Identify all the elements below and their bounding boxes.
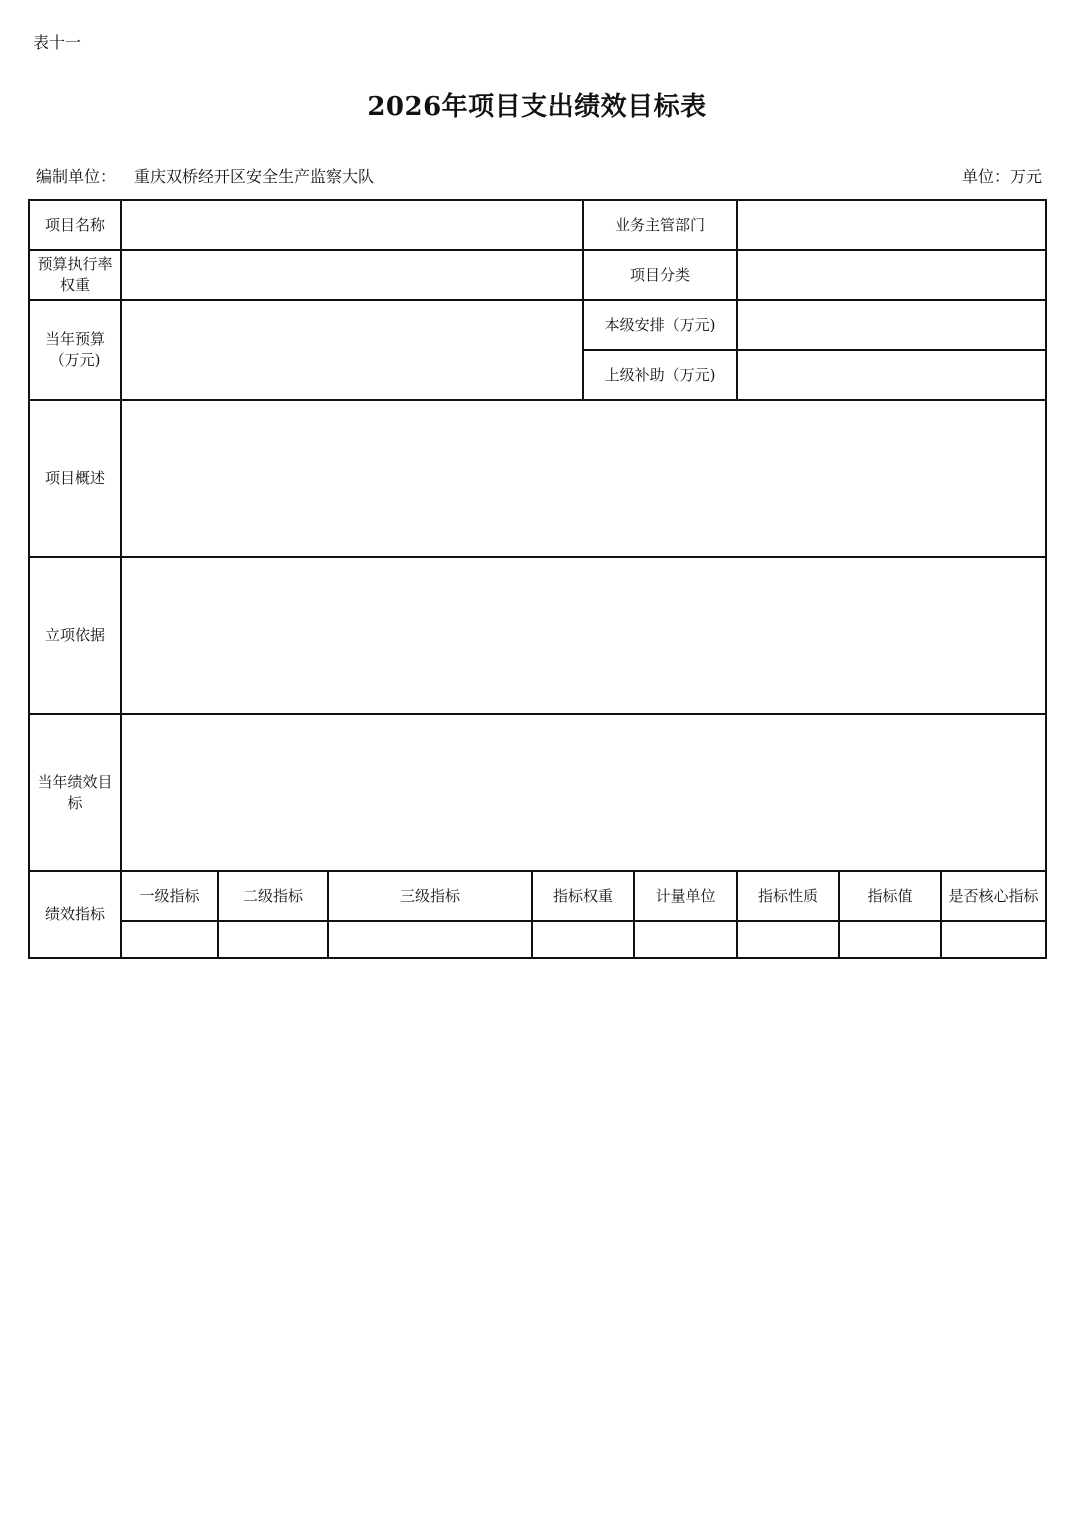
dept-cell[interactable] <box>737 200 1046 250</box>
indicator-header-unit: 计量单位 <box>634 871 737 921</box>
basis-label: 立项依据 <box>29 557 121 714</box>
exec-weight-cell[interactable] <box>121 250 583 300</box>
indicator-header-weight: 指标权重 <box>532 871 634 921</box>
indicators-label: 绩效指标 <box>29 871 121 958</box>
basis-cell[interactable] <box>121 557 1046 714</box>
indicator-cell-core[interactable] <box>941 921 1046 958</box>
upper-cell[interactable] <box>737 350 1046 400</box>
indicator-header-nature: 指标性质 <box>737 871 839 921</box>
compiler-line <box>36 164 392 187</box>
dept-label: 业务主管部门 <box>583 200 737 250</box>
project-name-label: 项目名称 <box>29 200 121 250</box>
indicator-data-row <box>29 921 1046 958</box>
performance-form-table <box>28 199 1047 959</box>
indicator-header-level3: 三级指标 <box>328 871 532 921</box>
budget-label: 当年预算（万元) <box>29 300 121 400</box>
compiler-value: 重庆双桥经开区安全生产监察大队 <box>134 167 375 186</box>
indicator-cell-value[interactable] <box>839 921 941 958</box>
upper-label: 上级补助（万元) <box>583 350 737 400</box>
category-cell[interactable] <box>737 250 1046 300</box>
category-label: 项目分类 <box>583 250 737 300</box>
overview-cell[interactable] <box>121 400 1046 557</box>
row-goal <box>29 714 1046 871</box>
exec-weight-label: 预算执行率权重 <box>29 250 121 300</box>
local-cell[interactable] <box>737 300 1046 350</box>
indicator-header-core: 是否核心指标 <box>941 871 1046 921</box>
indicator-header-level1: 一级指标 <box>121 871 218 921</box>
indicator-cell-weight[interactable] <box>532 921 634 958</box>
budget-cell[interactable] <box>121 300 583 400</box>
row-budget-local <box>29 300 1046 350</box>
indicator-cell-level2[interactable] <box>218 921 328 958</box>
indicator-header-level2: 二级指标 <box>218 871 328 921</box>
row-project-name <box>29 200 1046 250</box>
row-basis <box>29 557 1046 714</box>
project-name-cell[interactable] <box>121 200 583 250</box>
indicator-cell-unit[interactable] <box>634 921 737 958</box>
page-label: 表十一 <box>33 33 82 52</box>
page-title: 2026年项目支出绩效目标表 <box>367 92 707 122</box>
overview-label: 项目概述 <box>29 400 121 557</box>
indicator-cell-nature[interactable] <box>737 921 839 958</box>
goal-label: 当年绩效目标 <box>29 714 121 871</box>
local-label: 本级安排（万元) <box>583 300 737 350</box>
unit-label: 单位：万元 <box>961 167 1042 186</box>
compiler-label: 编制单位： <box>36 167 117 186</box>
goal-cell[interactable] <box>121 714 1046 871</box>
row-exec-weight <box>29 250 1046 300</box>
row-overview <box>29 400 1046 557</box>
indicator-header-value: 指标值 <box>839 871 941 921</box>
indicator-cell-level1[interactable] <box>121 921 218 958</box>
indicator-cell-level3[interactable] <box>328 921 532 958</box>
row-indicator-headers <box>29 871 1046 921</box>
